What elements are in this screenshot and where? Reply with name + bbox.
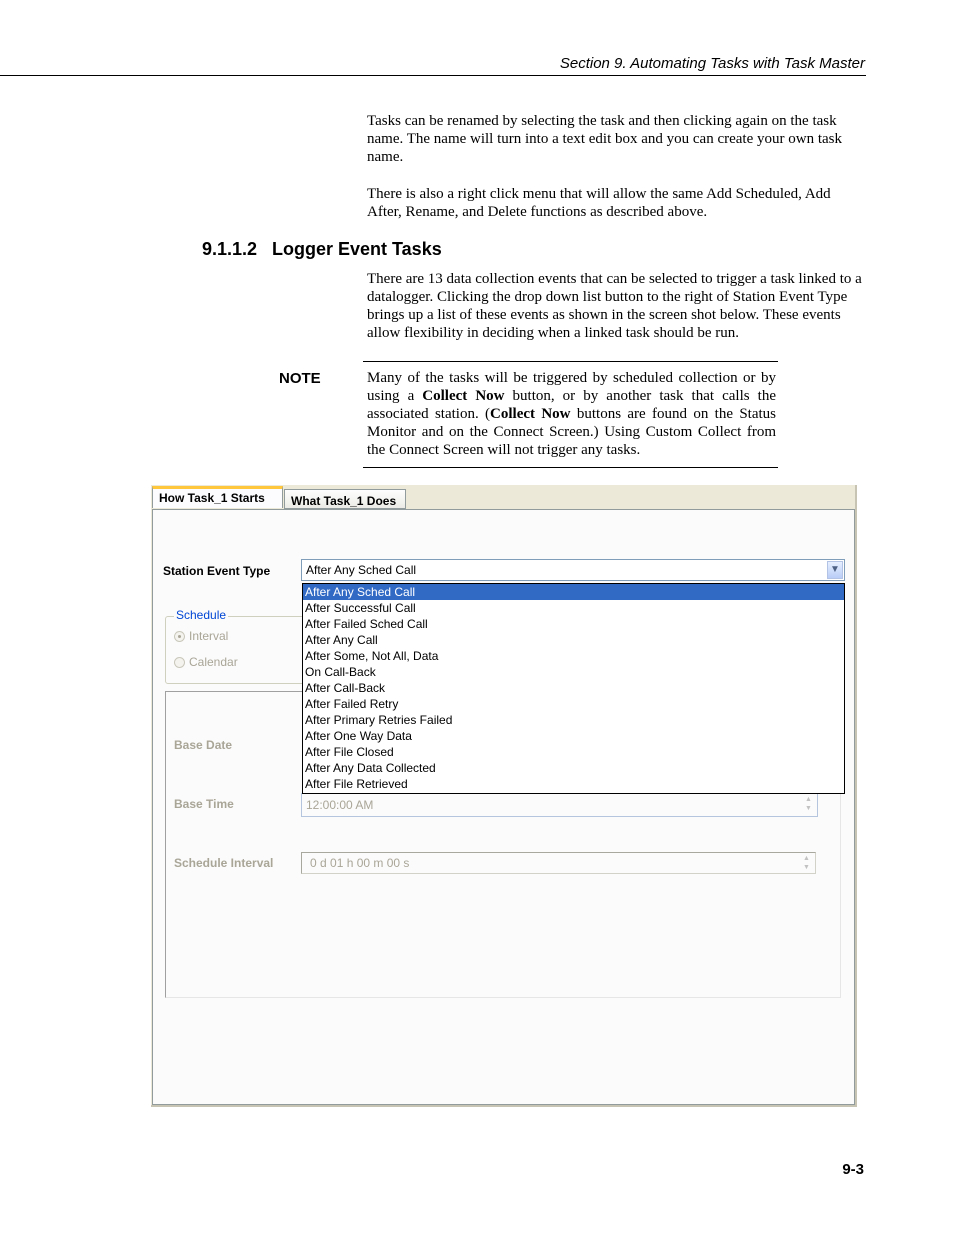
dropdown-item[interactable]: After Successful Call [305, 601, 416, 615]
dropdown-item[interactable]: After Call-Back [305, 681, 386, 695]
tab-panel [152, 509, 855, 1105]
paragraph-rename-tasks: Tasks can be renamed by selecting the task and then clicking again on the task name. The name will turn into a text edit box and you can create your own task name. [367, 113, 842, 165]
calendar-label: Calendar [189, 655, 238, 669]
dropdown-item[interactable]: After File Closed [305, 745, 394, 759]
paragraph-right-click-menu: There is also a right click menu that will allow the same Add Scheduled, Add After, Rename, and Delete functions as described above. [367, 186, 831, 220]
dropdown-item[interactable]: After Failed Sched Call [305, 617, 428, 631]
header-rule [0, 75, 866, 76]
radio-unselected-icon [174, 657, 185, 668]
note-text [367, 369, 776, 459]
base-time-value: 12:00:00 AM [306, 798, 374, 812]
section-title: Section 9. Automating Tasks with Task Master [559, 55, 865, 72]
chevron-down-icon[interactable]: ▼ [827, 561, 843, 579]
combo-value: After Any Sched Call [306, 563, 417, 577]
note-text-part: button, or by another task that calls the associated station. ( [367, 388, 776, 422]
note-top-rule [363, 361, 778, 362]
page-number: 9-3 [842, 1161, 864, 1178]
dropdown-item[interactable]: After File Retrieved [305, 777, 408, 791]
note-bold-collect-now: Collect Now [422, 388, 505, 404]
schedule-group-title: Schedule [176, 608, 227, 622]
dropdown-item[interactable]: After Any Call [305, 633, 378, 647]
station-event-type-combo[interactable] [301, 559, 845, 581]
dropdown-item[interactable]: After Some, Not All, Data [305, 649, 439, 663]
station-event-type-label: Station Event Type [163, 564, 271, 578]
dropdown-item[interactable]: After Any Data Collected [305, 761, 436, 775]
spin-arrows-icon[interactable]: ▲ ▼ [805, 796, 812, 812]
radio-selected-icon [174, 631, 185, 642]
dropdown-item[interactable]: After Primary Retries Failed [305, 713, 453, 727]
calendar-radio[interactable] [174, 655, 238, 669]
section-heading [202, 239, 442, 260]
dropdown-item[interactable]: After Any Sched Call [303, 584, 844, 600]
interval-label: Interval [189, 629, 229, 643]
paragraph-logger-events: There are 13 data collection events that can be selected to trigger a task linked to a datalogger. Clicking the drop down list button to the right of Station Event Type brings up a list of these events as shown in the screen shot below. These events allow flexibility in deciding when a linked task should be run. [367, 271, 862, 341]
dropdown-item[interactable]: After One Way Data [305, 729, 412, 743]
note-bottom-rule [363, 467, 778, 468]
note-text-part: Many of the tasks will be triggered by scheduled collection or by using a [367, 370, 776, 404]
tab-what-task-does[interactable]: What Task_1 Does [284, 489, 406, 509]
station-event-dropdown-list [302, 583, 845, 794]
tab-how-task-starts[interactable]: How Task_1 Starts [152, 486, 283, 508]
base-date-label: Base Date [174, 738, 233, 752]
dropdown-item[interactable]: After Failed Retry [305, 697, 399, 711]
schedule-interval-field[interactable] [301, 852, 816, 874]
heading-number: 9.1.1.2 [202, 239, 258, 259]
schedule-interval-value: 0 d 01 h 00 m 00 s [310, 856, 410, 870]
schedule-interval-label: Schedule Interval [174, 856, 274, 870]
note-bold-collect-now: Collect Now [490, 406, 571, 422]
heading-title: Logger Event Tasks [272, 239, 442, 259]
note-text-part: buttons are found on the Status Monitor and on the Connect Screen.) Using Custom Collect from the Connect Screen will not trigger any tasks. [367, 406, 776, 458]
note-label: NOTE [279, 370, 321, 387]
interval-radio[interactable] [174, 629, 228, 643]
dropdown-item[interactable]: On Call-Back [305, 665, 376, 679]
task-master-screenshot [151, 485, 857, 1107]
base-time-field[interactable] [301, 793, 818, 817]
base-time-label: Base Time [174, 797, 234, 811]
spin-arrows-icon[interactable]: ▲ ▼ [803, 855, 810, 871]
